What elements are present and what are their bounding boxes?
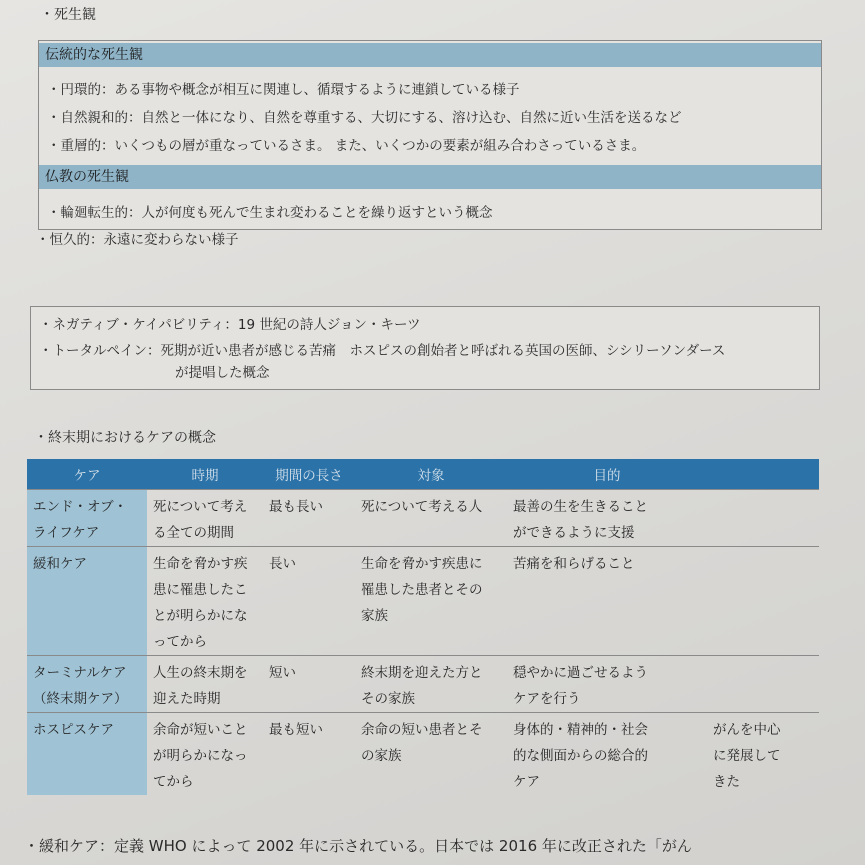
- cell-extra: [707, 656, 819, 713]
- table-header: [27, 459, 819, 490]
- item-rinne: ・輪廻転生的：人が何度も死んで生まれ変わることを繰り返すという概念: [47, 205, 493, 221]
- cell-purpose: [507, 656, 707, 713]
- table-row: [27, 547, 819, 656]
- cell-length: [263, 490, 355, 547]
- cell-line: その家族: [361, 691, 415, 707]
- cell-target: [355, 547, 507, 656]
- item-enkan: ・円環的：ある事物や概念が相互に関連し、循環するように連鎖している様子: [47, 82, 520, 98]
- cell-line: 罹患した患者とその: [361, 582, 483, 598]
- cell-line: 患に罹患したこ: [153, 582, 248, 598]
- cell-line: の家族: [361, 748, 402, 764]
- cell-line: 緩和ケア: [33, 556, 87, 572]
- cell-extra: [707, 490, 819, 547]
- item-koukyu: ・恒久的：永遠に変わらない様子: [36, 232, 239, 248]
- cell-care: [27, 713, 147, 796]
- cell-line: とが明らかにな: [153, 608, 248, 624]
- cell-line: 長い: [269, 556, 296, 572]
- cell-line: 短い: [269, 665, 296, 681]
- cell-line: てから: [153, 774, 194, 790]
- cell-line: 死について考え: [153, 499, 248, 515]
- cell-purpose: [507, 547, 707, 656]
- cell-period: [147, 547, 263, 656]
- item-negative-capability: ・ネガティブ・ケイパビリティ：19 世紀の詩人ジョン・キーツ: [39, 317, 421, 333]
- cell-length: [263, 547, 355, 656]
- cell-line: ってから: [153, 634, 207, 650]
- cell-line: が明らかになっ: [153, 748, 248, 764]
- care-table: [27, 459, 819, 795]
- item-shizen: ・自然親和的：自然と一体になり、自然を尊重する、大切にする、溶け込む、自然に近い生活を送るなど: [47, 110, 682, 126]
- table-row: [27, 490, 819, 547]
- concepts-box: [30, 306, 820, 390]
- cell-line: 迎えた時期: [153, 691, 221, 707]
- cell-line: ターミナルケア: [33, 665, 127, 681]
- cell-length: [263, 713, 355, 796]
- header-care: ケア: [27, 459, 147, 490]
- cell-line: エンド・オブ・: [33, 499, 128, 515]
- cell-line: ができるように支援: [513, 525, 635, 541]
- item-total-pain: ・トータルペイン：死期が近い患者が感じる苦痛 ホスピスの創始者と呼ばれる英国の医師、シシリーソンダース: [39, 343, 726, 359]
- cell-care: [27, 490, 147, 547]
- header-target: 対象: [355, 459, 507, 490]
- traditional-title: 伝統的な死生観: [39, 43, 821, 67]
- footer-note: ・緩和ケア：定義 WHO によって 2002 年に示されている。日本では 2016 年に改正された「がん: [24, 837, 692, 855]
- cell-line: 穏やかに過ごせるよう: [513, 665, 648, 681]
- cell-period: [147, 490, 263, 547]
- cell-line: （終末期ケア）: [33, 691, 128, 707]
- cell-line: ホスピスケア: [33, 722, 114, 738]
- cell-target: [355, 713, 507, 796]
- table-row: [27, 713, 819, 796]
- cell-line: 家族: [361, 608, 388, 624]
- header-extra: [707, 459, 819, 490]
- cell-period: [147, 713, 263, 796]
- cell-line: ライフケア: [33, 525, 100, 541]
- cell-target: [355, 656, 507, 713]
- cell-line: 死について考える人: [361, 499, 483, 515]
- cell-line: 苦痛を和らげること: [513, 556, 635, 572]
- cell-line: ケア: [513, 774, 540, 790]
- cell-line: 最善の生を生きること: [513, 499, 648, 515]
- cell-purpose: [507, 490, 707, 547]
- header-purpose: 目的: [507, 459, 707, 490]
- heading-care-concepts: ・終末期におけるケアの概念: [34, 430, 216, 446]
- cell-line: 人生の終末期を: [153, 665, 248, 681]
- cell-line: 最も長い: [269, 499, 323, 515]
- traditional-buddhist-box: [38, 40, 822, 230]
- cell-line: ケアを行う: [513, 691, 581, 707]
- cell-care: [27, 656, 147, 713]
- cell-line: 最も短い: [269, 722, 323, 738]
- header-length: 期間の長さ: [263, 459, 355, 490]
- cell-line: 生命を脅かす疾: [153, 556, 248, 572]
- cell-care: [27, 547, 147, 656]
- cell-line: がんを中心: [713, 722, 781, 738]
- cell-line: る全ての期間: [153, 525, 234, 541]
- cell-period: [147, 656, 263, 713]
- item-jusou: ・重層的：いくつもの層が重なっているさま。 また、いくつかの要素が組み合わさっているさま。: [47, 138, 646, 154]
- cell-line: に発展して: [713, 748, 781, 764]
- cell-line: 終末期を迎えた方と: [361, 665, 483, 681]
- cell-line: 的な側面からの総合的: [513, 748, 648, 764]
- cell-line: 余命の短い患者とそ: [361, 722, 483, 738]
- cell-line: きた: [713, 774, 740, 790]
- cell-extra: [707, 547, 819, 656]
- header-period: 時期: [147, 459, 263, 490]
- cell-target: [355, 490, 507, 547]
- item-total-pain-cont: が提唱した概念: [175, 365, 270, 381]
- table-row: [27, 656, 819, 713]
- cell-line: 余命が短いこと: [153, 722, 248, 738]
- cell-line: 身体的・精神的・社会: [513, 722, 648, 738]
- cell-length: [263, 656, 355, 713]
- cell-line: 生命を脅かす疾患に: [361, 556, 483, 572]
- cell-purpose: [507, 713, 707, 796]
- heading-shiseikan: ・死生観: [40, 7, 96, 23]
- cell-extra: [707, 713, 819, 796]
- buddhist-title: 仏教の死生観: [39, 165, 821, 189]
